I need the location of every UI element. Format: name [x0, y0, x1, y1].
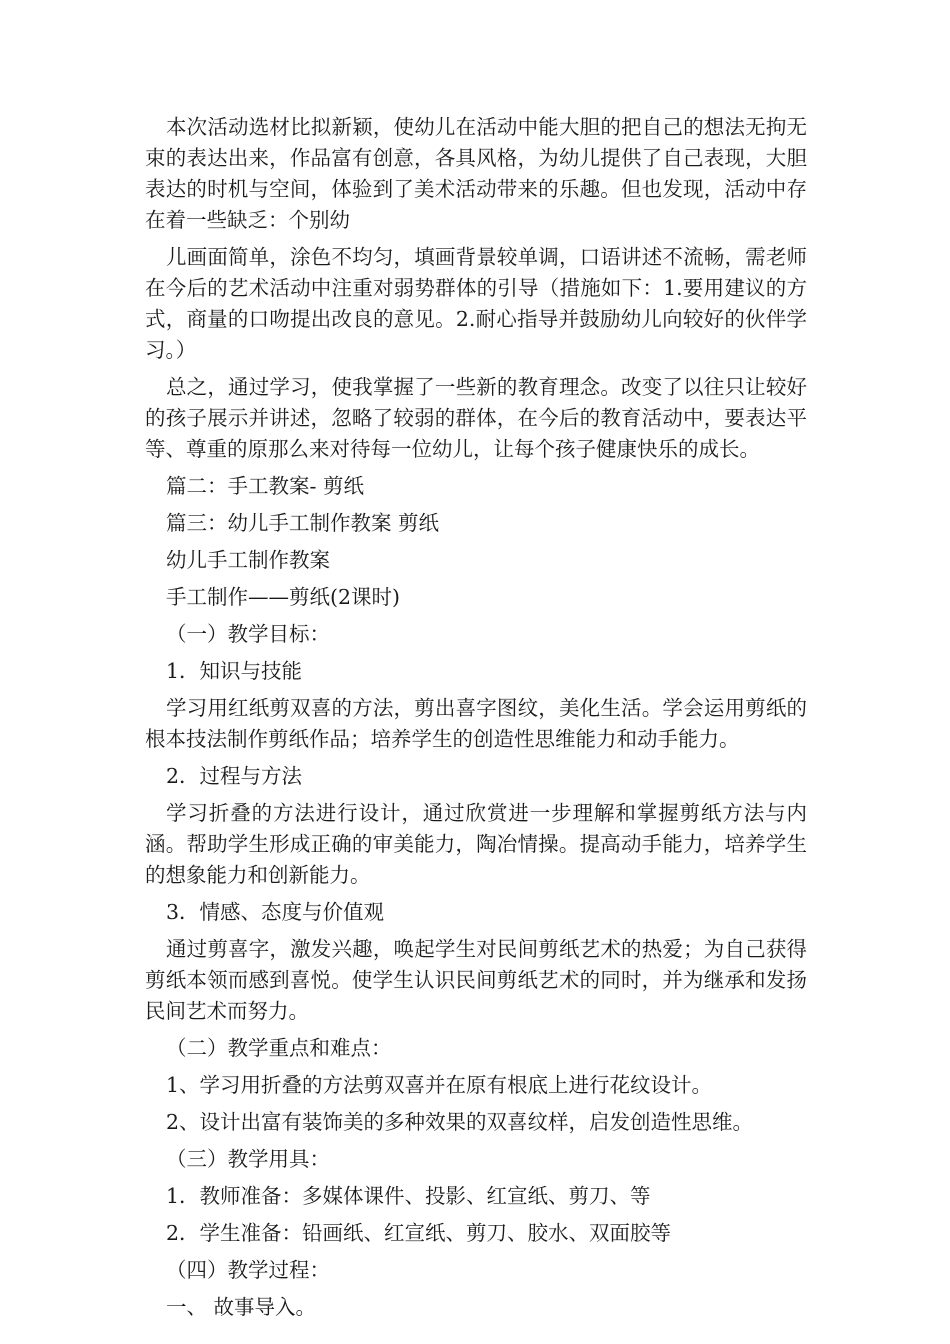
section-process: （四）教学过程：: [166, 1258, 330, 1282]
key-point-1: 1、学习用折叠的方法剪双喜并在原有根底上进行花纹设计。: [166, 1073, 713, 1097]
paragraph-reflection-1: 本次活动选材比拟新颖，使幼儿在活动中能大胆的把自己的想法无拘无束的表达出来，作品富有创意，各具风格，为幼儿提供了自己表现，大胆表达的时机与空间，体验到了美术活动带来的乐趣。但也发现，活动中存在着一些缺乏：个别幼: [145, 115, 807, 232]
paragraph-reflection-2: 儿画面简单，涂色不均匀，填画背景较单调，口语讲述不流畅，需老师在今后的艺术活动中注重对弱势群体的引导（措施如下：1.要用建议的方式，商量的口吻提出改良的意见。2.耐心指导并鼓励幼儿向较好的伙伴学习。）: [145, 245, 807, 362]
materials-teacher: 1．教师准备：多媒体课件、投影、红宣纸、剪刀、等: [166, 1184, 651, 1208]
key-point-2: 2、设计出富有装饰美的多种效果的双喜纹样，启发创造性思维。: [166, 1110, 754, 1134]
paragraph-summary: 总之，通过学习，使我掌握了一些新的教育理念。改变了以往只让较好的孩子展示并讲述，忽略了较弱的群体，在今后的教育活动中，要表达平等、尊重的原那么来对待每一位幼儿，让每个孩子健康快乐的成长。: [145, 375, 807, 461]
heading-pian2: 篇二：手工教案- 剪纸: [166, 474, 364, 498]
section-materials: （三）教学用具：: [166, 1147, 330, 1171]
objective-knowledge-text: 学习用红纸剪双喜的方法，剪出喜字图纹，美化生活。学会运用剪纸的根本技法制作剪纸作品；培养学生的创造性思维能力和动手能力。: [145, 696, 807, 751]
objective-process-heading: 2．过程与方法: [166, 764, 303, 788]
section-objectives: （一）教学目标：: [166, 622, 330, 646]
objective-emotion-text: 通过剪喜字，激发兴趣，唤起学生对民间剪纸艺术的热爱；为自己获得剪纸本领而感到喜悦。使学生认识民间剪纸艺术的同时，并为继承和发扬民间艺术而努力。: [145, 937, 807, 1023]
materials-student: 2．学生准备：铅画纸、红宣纸、剪刀、胶水、双面胶等: [166, 1221, 672, 1245]
document-page: [145, 112, 807, 1323]
lesson-title: 幼儿手工制作教案: [166, 548, 330, 572]
lesson-subtitle: 手工制作——剪纸(2课时): [166, 585, 401, 609]
section-key-points: （二）教学重点和难点：: [166, 1036, 392, 1060]
process-step-1: 一、 故事导入。: [166, 1295, 317, 1319]
heading-pian3: 篇三：幼儿手工制作教案 剪纸: [166, 511, 440, 535]
objective-process-text: 学习折叠的方法进行设计，通过欣赏进一步理解和掌握剪纸方法与内涵。帮助学生形成正确的审美能力，陶冶情操。提高动手能力，培养学生的想象能力和创新能力。: [145, 801, 807, 887]
objective-knowledge-heading: 1．知识与技能: [166, 659, 303, 683]
objective-emotion-heading: 3．情感、态度与价值观: [166, 900, 385, 924]
